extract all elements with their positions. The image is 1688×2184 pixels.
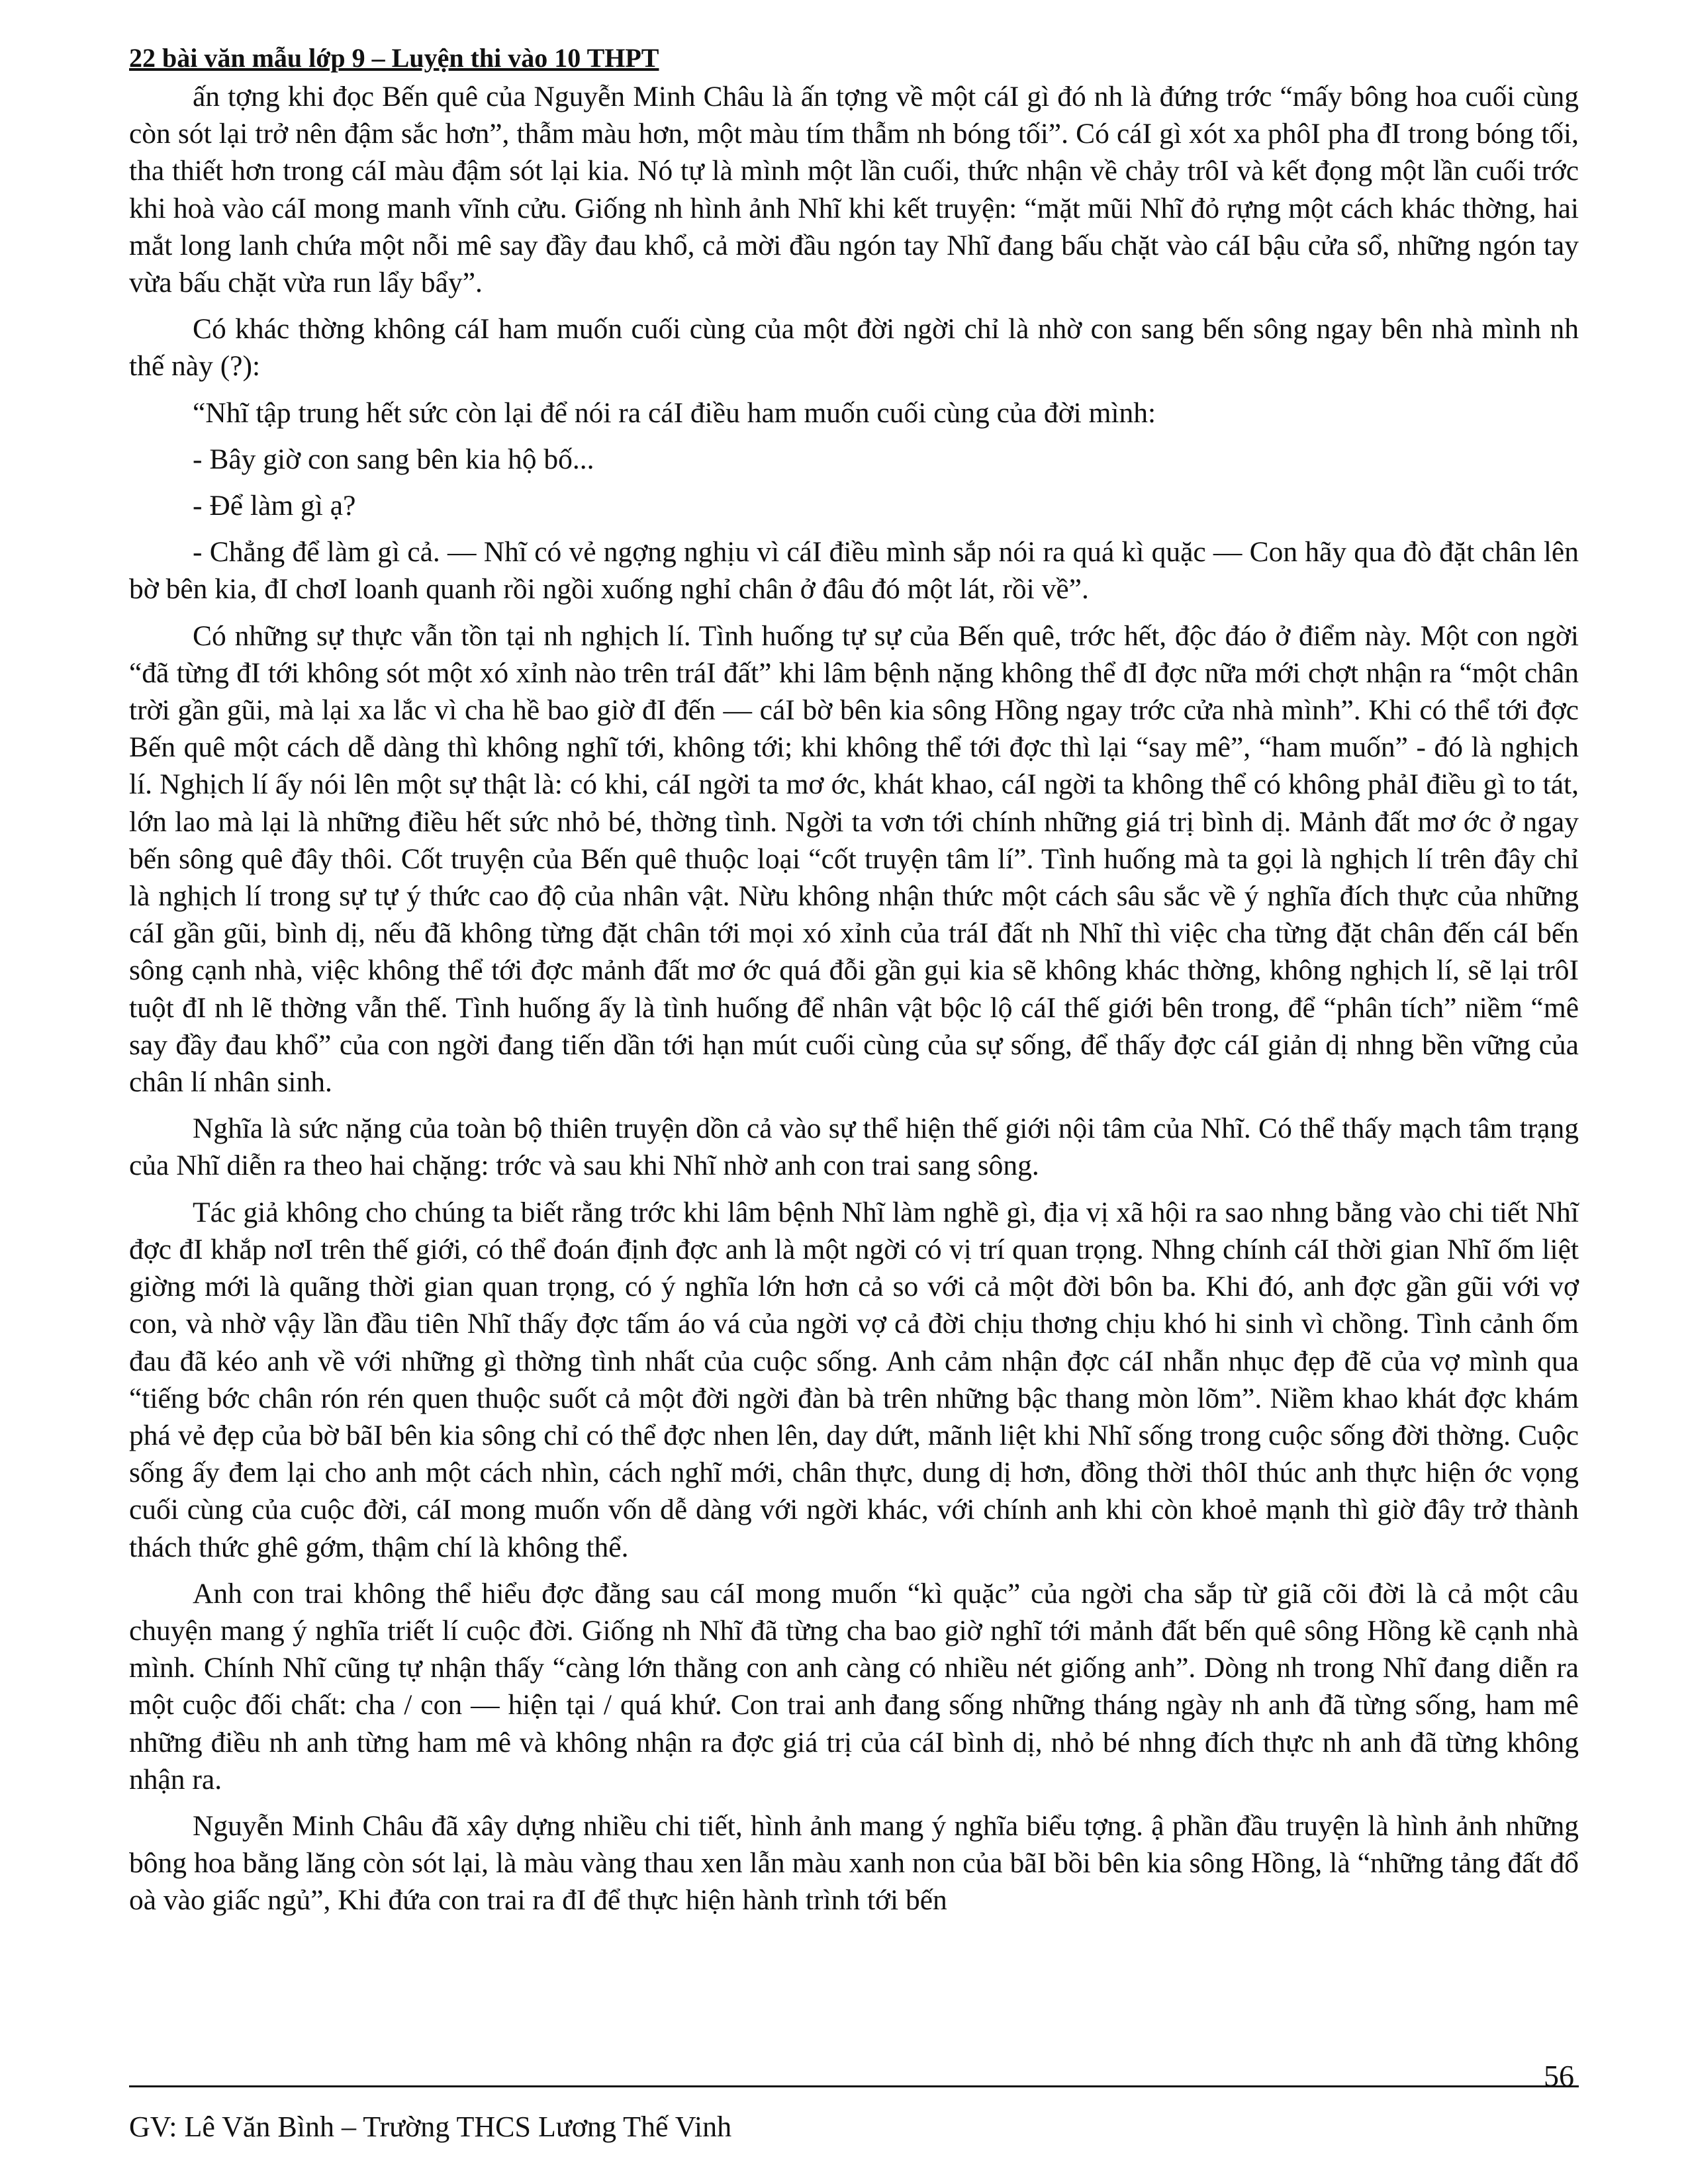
paragraph-4: Nghĩa là sức nặng của toàn bộ thiên truyện dồn cả vào sự thể hiện thế giới nội tâm của Nhĩ. Có thể thấy mạch tâm trạng của Nhĩ diễn ra theo hai chặng: trớc và sau khi Nhĩ nhờ anh con trai sang sông.	[129, 1113, 1579, 1182]
footer-author-line: GV: Lê Văn Bình – Trường THCS Lương Thế Vinh	[129, 2111, 732, 2143]
paragraph-dialogue-3: - Chẳng để làm gì cả. — Nhĩ có vẻ ngợng nghịu vì cáI điều mình sắp nói ra quá kì quặc — Con hãy qua đò đặt chân lên bờ bên kia, đI chơI loanh quanh rồi ngồi xuống nghỉ chân ở đâu đó một lát, rồi về”.	[129, 536, 1579, 606]
paragraph-dialogue-1: - Bây giờ con sang bên kia hộ bố...	[193, 443, 594, 475]
paragraph-dialogue-2: - Để làm gì ạ?	[193, 490, 356, 522]
document-header-title: 22 bài văn mẫu lớp 9 – Luyện thi vào 10 THPT	[129, 43, 659, 73]
paragraph-3: Có những sự thực vẫn tồn tại nh nghịch lí. Tình huống tự sự của Bến quê, trớc hết, độc đáo ở điểm này. Một con ngời “đã từng đI tới không sót một xó xỉnh nào trên tráI đất” khi lâm bệnh nặng không thể đI đợc nữa mới chợt nhận ra “một chân trời gần gũi, mà lại xa lắc vì cha hề bao giờ đI đến — cáI bờ bên kia sông Hồng ngay trớc cửa nhà mình”. Khi có thể tới đợc Bến quê một cách dễ dàng thì không nghĩ tới, không tới; khi không thể tới đợc thì lại “say mê”, “ham muốn” - đó là nghịch lí. Nghịch lí ấy nói lên một sự thật là: có khi, cáI ngời ta mơ ớc, khát khao, cáI ngời ta không thể có không phảI điều gì to tát, lớn lao mà lại là những điều hết sức nhỏ bé, thờng tình. Ngời ta vơn tới chính những giá trị bình dị. Mảnh đất mơ ớc ở ngay bến sông quê đây thôi. Cốt truyện của Bến quê thuộc loại “cốt truyện tâm lí”. Tình huống mà ta gọi là nghịch lí trên đây chỉ là nghịch lí trong sự tự ý thức cao độ của nhân vật. Nừu không nhận thức một cách sâu sắc về ý nghĩa đích thực của những cáI gần gũi, bình dị, nếu đã không từng đặt chân tới mọi xó xỉnh của tráI đất nh Nhĩ thì việc cha từng đặt chân đến cáI bến sông cạnh nhà, việc không thể tới đợc mảnh đất mơ ớc quá đỗi gần gụi kia sẽ không khác thờng, không nghịch lí, sẽ lại trôI tuột đI nh lẽ thờng vẫn thế. Tình huống ấy là tình huống để nhân vật bộc lộ cáI thế giới bên trong, để “phân tích” niềm “mê say đầy đau khổ” của con ngời đang tiến dần tới hạn mút cuối cùng của sự sống, để thấy đợc cáI giản dị nhng bền vững của chân lí nhân sinh.	[129, 619, 1579, 1099]
paragraph-6: Anh con trai không thể hiểu đợc đằng sau cáI mong muốn “kì quặc” của ngời cha sắp từ giã cõi đời là cả một câu chuyện mang ý nghĩa triết lí cuộc đời. Giống nh Nhĩ đã từng cha bao giờ nghĩ tới mảnh đất bến quê sông Hồng kề cạnh nhà mình. Chính Nhĩ cũng tự nhận thấy “càng lớn thằng con anh càng có nhiều nét giống anh”. Dòng nh trong Nhĩ đang diễn ra một cuộc đối chất: cha / con — hiện tại / quá khứ. Con trai anh đang sống những tháng ngày nh anh đã từng sống, ham mê những điều nh anh từng ham mê và không nhận ra đợc giá trị của cáI bình dị, nhỏ bé nhng đích thực nh anh đã từng không nhận ra.	[129, 1577, 1579, 1796]
paragraph-1: ấn tợng khi đọc Bến quê của Nguyễn Minh Châu là ấn tợng về một cáI gì đó nh là đứng trớc “mấy bông hoa cuối cùng còn sót lại trở nên đậm sắc hơn”, thẫm màu hơn, một màu tím thẫm nh bóng tối”. Có cáI gì xót xa phôI pha đI trong bóng tối, tha thiết hơn trong cáI màu đậm sót lại kia. Nó tự là mình một lần cuối, thức nhận về chảy trôI và kết đọng một lần cuối trớc khi hoà vào cáI mong manh vĩnh cửu. Giống nh hình ảnh Nhĩ khi kết truyện: “mặt mũi Nhĩ đỏ rựng một cách khác thờng, hai mắt long lanh chứa một nỗi mê say đầy đau khổ, cả mời đầu ngón tay Nhĩ đang bấu chặt vào cáI bậu cửa sổ, những ngón tay vừa bấu chặt vừa run lẩy bẩy”.	[129, 81, 1579, 299]
paragraph-5: Tác giả không cho chúng ta biết rằng trớc khi lâm bệnh Nhĩ làm nghề gì, địa vị xã hội ra sao nhng bằng vào chi tiết Nhĩ đợc đI khắp nơI trên thế giới, có thể đoán định đợc anh là một ngời có vị trí quan trọng. Nhng chính cáI thời gian Nhĩ ốm liệt giờng mới là quãng thời gian quan trọng, có ý nghĩa lớn hơn cả so với cả một đời bôn ba. Khi đó, anh đợc gần gũi với vợ con, và nhờ vậy lần đầu tiên Nhĩ thấy đợc tấm áo vá của ngời vợ cả đời chịu thơng chịu khó hi sinh vì chồng. Tình cảnh ốm đau đã kéo anh về với những gì thờng tình nhất của cuộc sống. Anh cảm nhận đợc cáI nhẫn nhục đẹp đẽ của vợ mình qua “tiếng bớc chân rón rén quen thuộc suốt cả một đời ngời đàn bà trên những bậc thang mòn lõm”. Niềm khao khát đợc khám phá vẻ đẹp của bờ bãI bên kia sông chỉ có thể đợc nhen lên, day dứt, mãnh liệt khi Nhĩ sống trong cuộc sống đời thờng. Cuộc sống ấy đem lại cho anh một cách nhìn, cách nghĩ mới, chân thực, dung dị hơn, đồng thời thôI thúc anh thực hiện ớc vọng cuối cùng của cuộc đời, cáI mong muốn vốn dễ dàng với ngời khác, với chính anh khi còn khoẻ mạnh thì giờ đây trở thành thách thức ghê gớm, thậm chí là không thể.	[129, 1196, 1579, 1563]
document-page	[129, 41, 1579, 2079]
paragraph-quote-intro: “Nhĩ tập trung hết sức còn lại để nói ra cáI điều ham muốn cuối cùng của đời mình:	[193, 396, 1156, 429]
paragraph-2: Có khác thờng không cáI ham muốn cuối cùng của một đời ngời chỉ là nhờ con sang bến sông ngay bên nhà mình nh thế này (?):	[129, 313, 1579, 383]
footer-divider	[129, 2085, 1579, 2087]
paragraph-7: Nguyễn Minh Châu đã xây dựng nhiều chi tiết, hình ảnh mang ý nghĩa biểu tợng. ậ phần đầu truyện là hình ảnh những bông hoa bằng lăng còn sót lại, là màu vàng thau xen lẫn màu xanh non của bãI bồi bên kia sông Hồng, là “những tảng đất đổ oà vào giấc ngủ”, Khi đứa con trai ra đI để thực hiện hành trình tới bến	[129, 1809, 1579, 1917]
page-number: 56	[1544, 2059, 1574, 2093]
